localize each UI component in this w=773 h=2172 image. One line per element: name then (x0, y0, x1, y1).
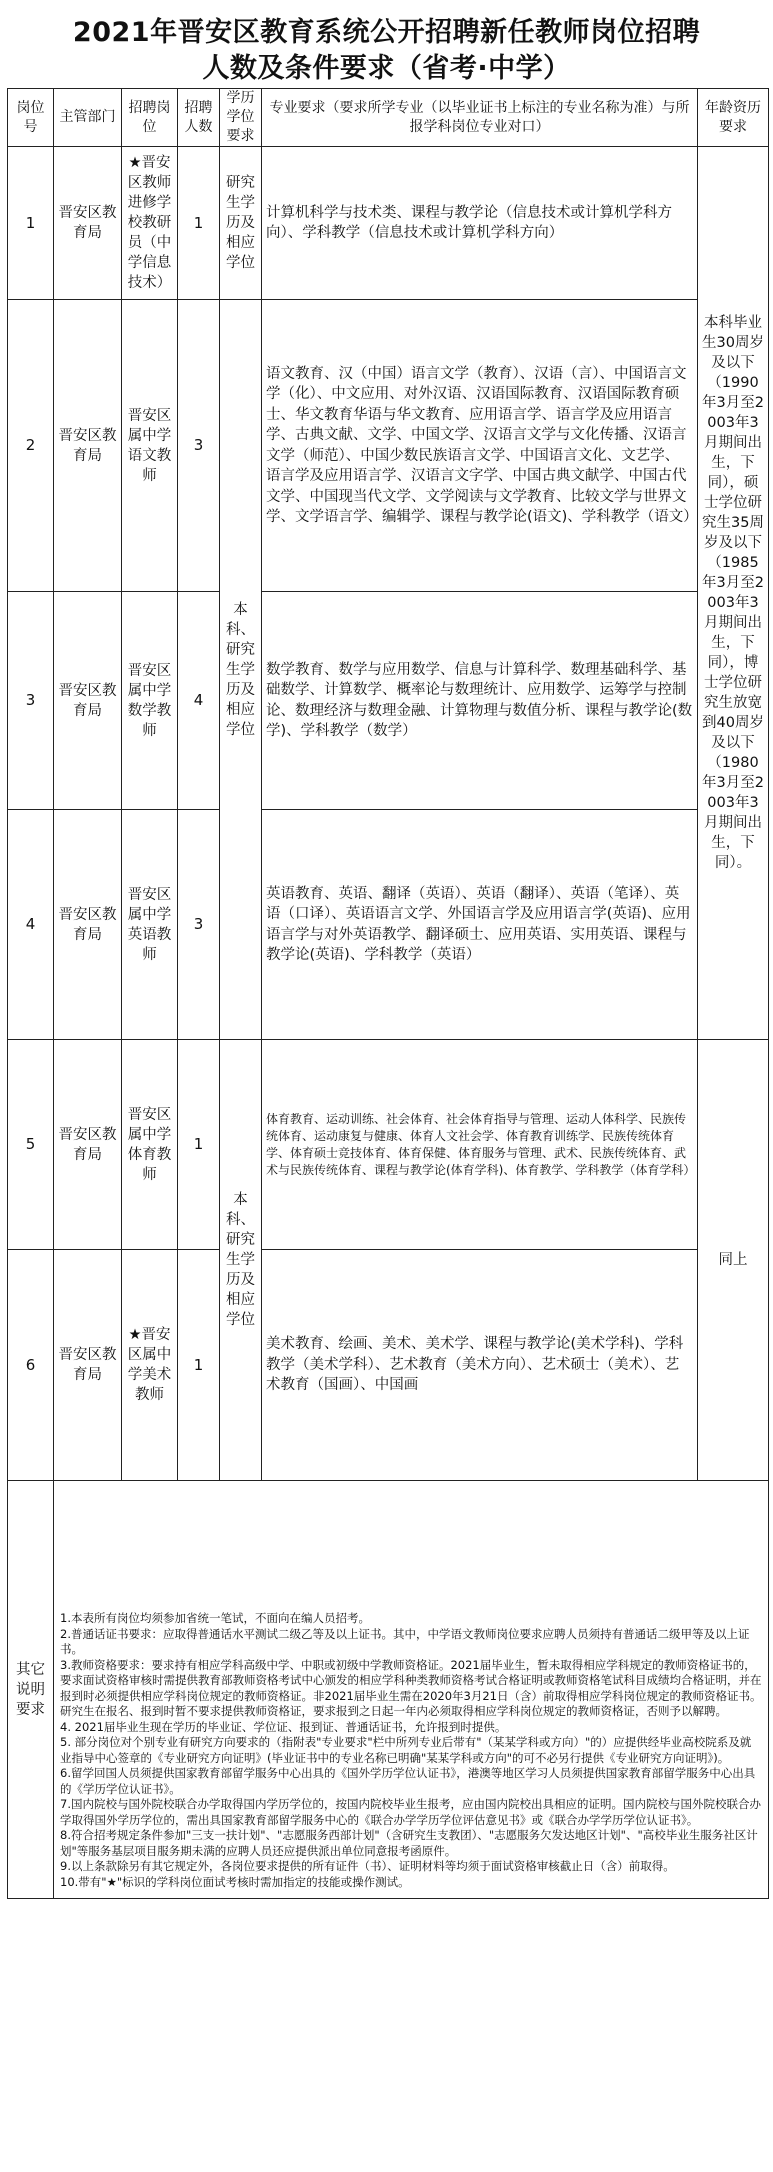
major-cell: 计算机科学与技术类、课程与教学论（信息技术或计算机学科方向）、学科教学（信息技术或计算机学科方向） (262, 147, 698, 300)
post-cell: ★晋安区教师进修学校教研员（中学信息技术） (122, 147, 178, 300)
post-number: 6 (8, 1250, 54, 1481)
note-item: 8.符合招考规定条件参加"三支一扶计划"、"志愿服务西部计划"（含研究生支教团）、"志愿服务欠发达地区计划"、"高校毕业生服务社区计划"等服务基层项目服务期未满的应聘人员还应提供派出单位同意报考函原件。 (60, 1828, 758, 1858)
edu-cell: 本科、研究生学历及相应学位 (220, 1040, 262, 1481)
post-cell: 晋安区属中学英语教师 (122, 810, 178, 1040)
edu-cell: 研究生学历及相应学位 (220, 147, 262, 300)
header-count: 招聘人数 (178, 89, 220, 147)
recruitment-table (7, 88, 769, 1899)
table-row (8, 300, 769, 592)
age-cell: 本科毕业生30周岁及以下（1990年3月至2003年3月期间出生，下同），硕士学位研究生35周岁及以下（1985年3月至2003年3月期间出生，下同），博士学位研究生放宽到40周岁及以下（1980年3月至2003年3月期间出生，下同）。 (698, 147, 769, 1040)
header-major: 专业要求（要求所学专业（以毕业证书上标注的专业名称为准）与所报学科岗位专业对口） (262, 89, 698, 147)
major-cell: 英语教育、英语、翻译（英语）、英语（翻译）、英语（笔译）、英语（口译）、英语语言文学、外国语言学及应用语言学(英语)、应用语言学与对外英语教学、翻译硕士、应用英语、实用英语、课程与教学论(英语)、学科教学（英语） (262, 810, 698, 1040)
count-cell: 3 (178, 810, 220, 1040)
major-cell: 语文教育、汉（中国）语言文学（教育）、汉语（言）、中国语言文学（化）、中文应用、对外汉语、汉语国际教育、汉语国际教育硕士、华文教育华语与华文教育、应用语言学、语言学及应用语言学、古典文献、文学、中国文学、汉语言文学与文化传播、汉语言文学（师范）、中国少数民族语言文学、中国语言文化、文艺学、语言学及应用语言学、汉语言文字学、中国古典文献学、中国古代文学、中国现当代文学、文学阅读与文学教育、比较文学与世界文学、文学语言学、编辑学、课程与教学论(语文)、学科教学（语文） (262, 300, 698, 592)
table-row (8, 810, 769, 1040)
header-post-no: 岗位号 (8, 89, 54, 147)
dept-cell: 晋安区教育局 (54, 810, 122, 1040)
count-cell: 4 (178, 592, 220, 810)
table-row (8, 147, 769, 300)
count-cell: 1 (178, 1040, 220, 1250)
table-row (8, 1040, 769, 1250)
header-edu: 学历学位要求 (220, 89, 262, 147)
post-cell: 晋安区属中学数学教师 (122, 592, 178, 810)
post-number: 1 (8, 147, 54, 300)
edu-cell: 本科、研究生学历及相应学位 (220, 300, 262, 1040)
title-line-1: 2021年晋安区教育系统公开招聘新任教师岗位招聘 (72, 17, 701, 48)
note-item: 10.带有"★"标识的学科岗位面试考核时需加指定的技能或操作测试。 (60, 1874, 410, 1889)
dept-cell: 晋安区教育局 (54, 1040, 122, 1250)
table-row (8, 1250, 769, 1481)
age-cell-same: 同上 (698, 1040, 769, 1481)
note-item: 5. 部分岗位对个别专业有研究方向要求的（指附表"专业要求"栏中所列专业后带有"（某某学科或方向）"的）应提供经毕业高校院系及就业指导中心签章的《专业研究方向证明》(毕业证书中的专业名称已明确"某某学科或方向"的可不必另行提供《专业研究方向证明》)。 (60, 1735, 752, 1765)
post-cell: 晋安区属中学体育教师 (122, 1040, 178, 1250)
major-cell: 体育教育、运动训练、社会体育、社会体育指导与管理、运动人体科学、民族传统体育、运动康复与健康、体育人文社会学、体育教育训练学、民族传统体育学、体育硕士竞技体育、体育保健、体育服务与管理、武术、民族传统体育、武术与民族传统体育、课程与教学论(体育学科)、体育教学、学科教学（体育学科） (262, 1040, 698, 1250)
dept-cell: 晋安区教育局 (54, 147, 122, 300)
post-cell: ★晋安区属中学美术教师 (122, 1250, 178, 1481)
post-number: 5 (8, 1040, 54, 1250)
header-age: 年龄资历要求 (698, 89, 769, 147)
note-item: 3.教师资格要求：要求持有相应学科高级中学、中职或初级中学教师资格证。2021届毕业生，暂未取得相应学科规定的教师资格证书的，要求面试资格审核时需提供教育部教师资格考试中心颁发的相应学科种类教师资格考试合格证明或教师资格笔试科目成绩均合格证明，并在报到时必须提供相应学科岗位规定的教师资格证。非2021届毕业生需在2020年3月21日（含）前取得相应学科岗位规定的教师资格证书。研究生在报名、报到时暂不要求提供教师资格证，要求报到之日起一年内必须取得相应学科岗位规定的教师资格证，否则予以解聘。 (60, 1657, 762, 1718)
header-dept: 主管部门 (54, 89, 122, 147)
note-item: 6.留学回国人员须提供国家教育部留学服务中心出具的《国外学历学位认证书》，港澳等地区学习人员须提供国家教育部留学服务中心出具的《学历学位认证书》。 (60, 1766, 756, 1796)
post-number: 4 (8, 810, 54, 1040)
note-item: 4. 2021届毕业生现在学历的毕业证、学位证、报到证、普通话证书，允许报到时提供。 (60, 1719, 507, 1734)
notes-cell (54, 1481, 769, 1899)
note-item: 1.本表所有岗位均须参加省统一笔试，不面向在编人员招考。 (60, 1611, 370, 1625)
post-number: 2 (8, 300, 54, 592)
major-cell: 美术教育、绘画、美术、美术学、课程与教学论(美术学科)、学科教学（美术学科）、艺术教育（美术方向）、艺术硕士（美术）、艺术教育（国画）、中国画 (262, 1250, 698, 1481)
dept-cell: 晋安区教育局 (54, 592, 122, 810)
title-line-2: 人数及条件要求（省考·中学） (202, 53, 571, 84)
header-post: 招聘岗位 (122, 89, 178, 147)
count-cell: 1 (178, 147, 220, 300)
note-item: 7.国内院校与国外院校联合办学取得国内学历学位的，按国内院校毕业生报考，应由国内院校出具相应的证明。国内院校与国外院校联合办学取得国外学历学位的，需出具国家教育部留学服务中心的《联合办学学历学位评估意见书》或《联合办学学历学位认证书》。 (60, 1797, 761, 1827)
note-item: 9.以上条款除另有其它规定外，各岗位要求提供的所有证件（书）、证明材料等均须于面试资格审核截止日（含）前取得。 (60, 1859, 675, 1873)
post-number: 3 (8, 592, 54, 810)
count-cell: 3 (178, 300, 220, 592)
page-title (0, 0, 773, 88)
notes-row (8, 1481, 769, 1899)
note-item: 2.普通话证书要求：应取得普通话水平测试二级乙等及以上证书。其中，中学语文教师岗位要求应聘人员须持有普通话二级甲等及以上证书。 (60, 1626, 750, 1656)
dept-cell: 晋安区教育局 (54, 300, 122, 592)
header-row (8, 89, 769, 147)
table-row (8, 592, 769, 810)
dept-cell: 晋安区教育局 (54, 1250, 122, 1481)
major-cell: 数学教育、数学与应用数学、信息与计算科学、数理基础科学、基础数学、计算数学、概率论与数理统计、应用数学、运筹学与控制论、数理经济与数理金融、计算物理与数值分析、课程与教学论(数学)、学科教学（数学） (262, 592, 698, 810)
post-cell: 晋安区属中学语文教师 (122, 300, 178, 592)
notes-label: 其它说明要求 (8, 1481, 54, 1899)
count-cell: 1 (178, 1250, 220, 1481)
